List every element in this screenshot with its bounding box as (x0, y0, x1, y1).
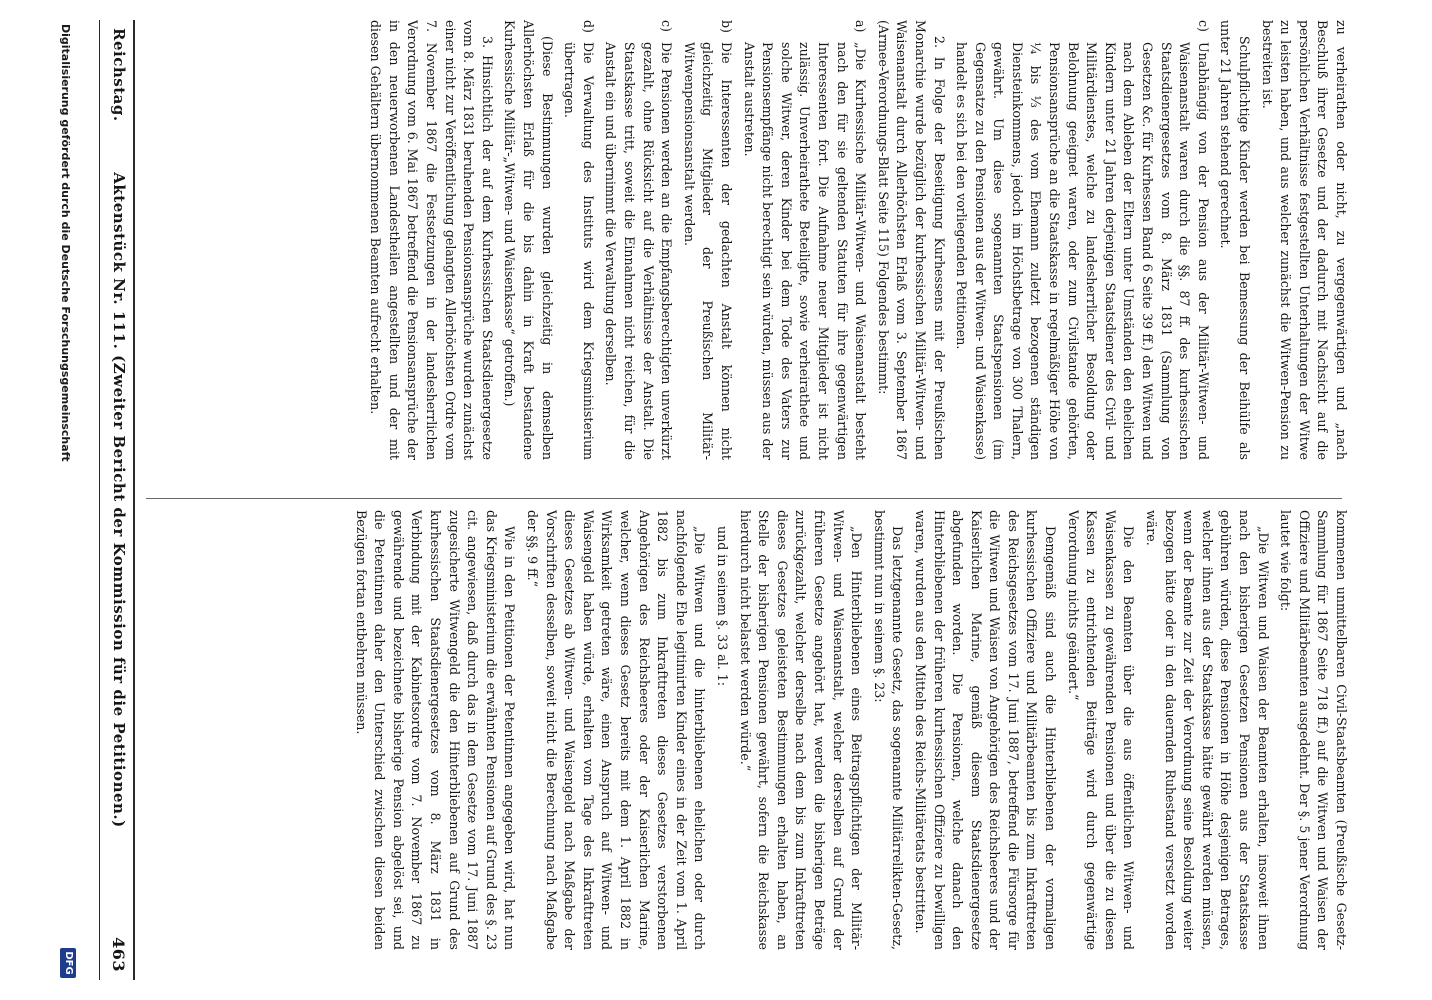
paragraph: (Diese Bestimmungen wurden gleichzeitig in demselben Allerhöchsten Erlaß für die bis dahin in Kraft bestandene Kurhessische Militär-„Witwen- und Waisenkasse“ getroffen.) (502, 20, 555, 460)
running-header (102, 28, 128, 972)
page-number: 463 (109, 937, 128, 972)
list-item (679, 20, 735, 460)
paragraph: und in seinem §. 33 al. 1: (715, 526, 730, 687)
paragraph: Demgemäß sind auch die Hinterbliebenen der vormaligen kurhessischen Offiziere und Militärbeamten bis zum Inkrafttreten des Reichsgesetzes vom 17. Juni 1887, betreffend die Fürsorge für die Witwen und Waisen von Angehörigen des Reichsheeres und der Kaiserlichen Marine, gemäß diesem Staatsdienergesetze abgefunden worden. Die Pensionen, welche danach den Hinterbliebenen der früheren kurhessischen Offiziere zu bewilligen waren, wurden aus den Mitteln des Reichs-Militäretats bestritten. (912, 510, 1059, 950)
item-marker: a) (853, 20, 869, 33)
paragraph: Die den Beamten über die aus öffentlichen Witwen- und Waisenkassen zu gewährenden Pensionen und über die zu diesen Kassen zu entrichtenden Beiträge wird durch gegenwärtige Verordnung nichts geändert.“ (1065, 510, 1137, 950)
paragraph: „Den Hinterbliebenen eines Beitragspflichtigen der Militär-Witwen- und Waisenanstalt, welcher derselben auf Grund der früheren Gesetze angehört hat, werden die bisherigen Beträge zurückgezahlt, welcher derselbe nach dem bis zum Inkrafttreten dieses Gesetzes geleisteten Bestimmungen erhalten haben, an Stelle der bisherigen Pensionen gewährt, sofern die Reichskasse hierdurch nicht belastet werden würde.“ (737, 510, 865, 950)
funding-credit: Digitalisierung gefördert durch die Deutsche Forschungsgemeinschaft (59, 24, 72, 462)
item-marker: c) (1195, 20, 1211, 32)
paragraph: 3. Hinsichtlich der auf dem Kurhessischen Staatsdienergesetze vom 8. März 1831 beruhenden Pensionsansprüche wurden zunächst einer nicht zur Veröffentlichung gelangten Allerhöchsten Ordre vom 7. November 1867 die Festsetzungen in der landesherrlichen Verordnung vom 6. Mai 1867 betreffend die Pensionsansprüche der in den neuerworbenen Landestheilen angestellten und der mit diesen Gehältern übernommenen Beamten aufrecht erhalten. (368, 20, 495, 460)
item-marker: b) (719, 20, 734, 33)
item-marker: d) (580, 20, 596, 33)
text-column-left (140, 20, 1350, 460)
item-text: Die Pensionen werden an die Empfangsberechtigten unverkürzt gezahlt, ohne Rücksicht auf die Verhältnisse der Anstalt. Die Staatskasse tritt, soweit die Einnahmen nicht reichen, für die Anstalt ein und übernimmt die Verwaltung derselben. (603, 42, 675, 460)
paragraph: 2. In Folge der Beseitigung Kurhessens mit der Preußischen Monarchie wurde bezüglich der kurhessischen Militär-Witwen- und Waisenanstalt durch Allerhöchsten Erlaß vom 3. September 1867 (Armee-Verordnungs-Blatt Seite 115) Folgendes bestimmt: (875, 20, 947, 460)
list-item (601, 20, 675, 460)
item-text: Unabhängig von der Pension aus der Militär-Witwen- und Waisenanstalt waren durch die §§. 87 ff. des kurhessischen Staatsdienergesetzes vom 8. März 1831 (Sammlung von Gesetzen &c. für Kurhessen Band 6 Seite 39 ff.) den Witwen und nach dem Ableben der Eltern unter Umständen den ehelichen Kindern unter 21 Jahren derjenigen Staatsdiener des Civil- und Militärdienstes, welche zu landesherrlicher Besoldung oder Belohnung geeignet waren, oder zum Civilstande gehörten, Pensionsansprüche an die Staatskasse in regelmäßiger Höhe von ¼ bis ⅓ des vom Ehemann zuletzt bezogenen ständigen Diensteinkommens, jedoch im Höchstbetrage von 300 Thalern, gewährt. Um diese sogenannten Staatspensionen (im Gegensatze zu den Pensionen aus der Witwen- und Waisenkasse) handelt es sich bei den vorliegenden Petitionen. (954, 42, 1211, 460)
header-rule-bottom (99, 20, 100, 980)
list-item (952, 20, 1212, 460)
paragraph: „Die Witwen und Waisen der Beamten erhalten, insoweit ihnen nach den bisherigen Gesetzen Pensionen aus der Staatskasse gebühren würden, diese Pensionen in Höhe desjenigen Betrages, welcher ihnen aus der Staatskasse hätte gewährt werden müssen, wenn der Beamte zur Zeit der Verordnung seine Besoldung weiter bezogen hätte oder in den dauernden Ruhestand versetzt worden wäre. (1144, 510, 1271, 950)
dfg-logo: DFG (60, 948, 76, 978)
item-marker: c) (659, 20, 675, 32)
item-text: „Die Kurhessische Militär-Witwen- und Waisenanstalt besteht nach den für sie geltenden Statuten für ihre gegenwärtigen Interessenten fort. Die Aufnahme neuer Mitglieder ist nicht zulässig. Unverheirathete Beteiligte, sowie verheirathete und solche Witwer, deren Kinder bei dem Tode des Vaters zur Pensionsempfänge nicht berechtigt sein würden, müssen aus der Anstalt austreten. (741, 42, 869, 460)
paragraph: zu verheirathen oder nicht, zu vergegenwärtigen und „nach Beschluß ihrer Gesetze und der dadurch mit Nachsicht auf die persönlichen Verhältnisse festgestellten Unterhaltungen der Witwe zu leisten haben, und aus welcher zunächst die Witwen-Pension zu bestreiten ist. (1259, 20, 1349, 460)
item-text: Die Interessenten der gedachten Anstalt können nicht gleichzeitig Mitglieder der Preußischen Militär-Witwenpensionsanstalt werden. (681, 42, 734, 460)
paragraph: Das letztgenannte Gesetz, das sogenannte Militärrelikten-Gesetz, bestimmt nun in seinem §. 23: (871, 510, 906, 950)
paragraph: „Die Witwen und die hinterbliebenen ehelichen oder durch nachfolgende Ehe legitimirten Kinder eines in der Zeit vom 1. April 1882 bis zum Inkrafttreten dieses Gesetzes verstorbenen Angehörigen des Reichsheeres oder der Kaiserlichen Marine, welcher, wenn dieses Gesetz bereits mit dem 1. April 1882 in Wirksamkeit getreten wäre, einen Anspruch auf Witwen- und Waisengeld haben würde, erhalten vom Tage des Inkrafttreten dieses Gesetzes ab Witwen- und Waisengeld nach Maßgabe der Vorschriften desselben, soweit nicht die Berechnung nach Maßgabe der §§. 9 ff.“ (525, 510, 708, 950)
list-item (560, 20, 597, 460)
item-text: Die Verwaltung des Instituts wird dem Kriegsministerium übertragen. (562, 42, 596, 460)
paragraph: Schulpflichtige Kinder werden bei Bemessung der Beihülfe als unter 21 Jahren stehend gerechnet. (1218, 20, 1253, 460)
header-rule-top (133, 20, 135, 980)
digitization-footer (30, 0, 90, 1000)
header-left: Reichstag. (110, 28, 128, 122)
paragraph: kommenen unmittelbaren Civil-Staatsbeamten (Preußische Gesetz-Sammlung für 1867 Seite 718 ff.) auf die Witwen und Waisen der Offiziere und Militärbeamten ausgedehnt. Der §. 5 jener Verordnung lautet wie folgt: (1278, 510, 1349, 950)
column-separator (146, 498, 1342, 499)
header-title: Aktenstück Nr. 111. (Zweiter Bericht der Kommission für die Petitionen.) (110, 172, 128, 828)
list-item (739, 20, 869, 460)
paragraph: Wie in den Petitionen der Petentinnen angegeben wird, hat nun das Kriegsministerium die erwähnten Pensionen auf Grund des §. 23 cit. angewiesen, daß durch das in dem Gesetze vom 17. Juni 1887 zugesicherte Witwengeld die den Hinterbliebenen auf Grund des kurhessischen Staatsdienergesetzes vom 8. März 1831 in Verbindung mit der Kabinetsordre vom 7. November 1867 zu gewährende und bezeichnete bisherige Pension abgelöst sei, und die Petentinnen daher den Unterschied zwischen diesen beiden Bezügen fortan entbehren müssen. (353, 510, 518, 950)
text-column-right (140, 510, 1350, 950)
